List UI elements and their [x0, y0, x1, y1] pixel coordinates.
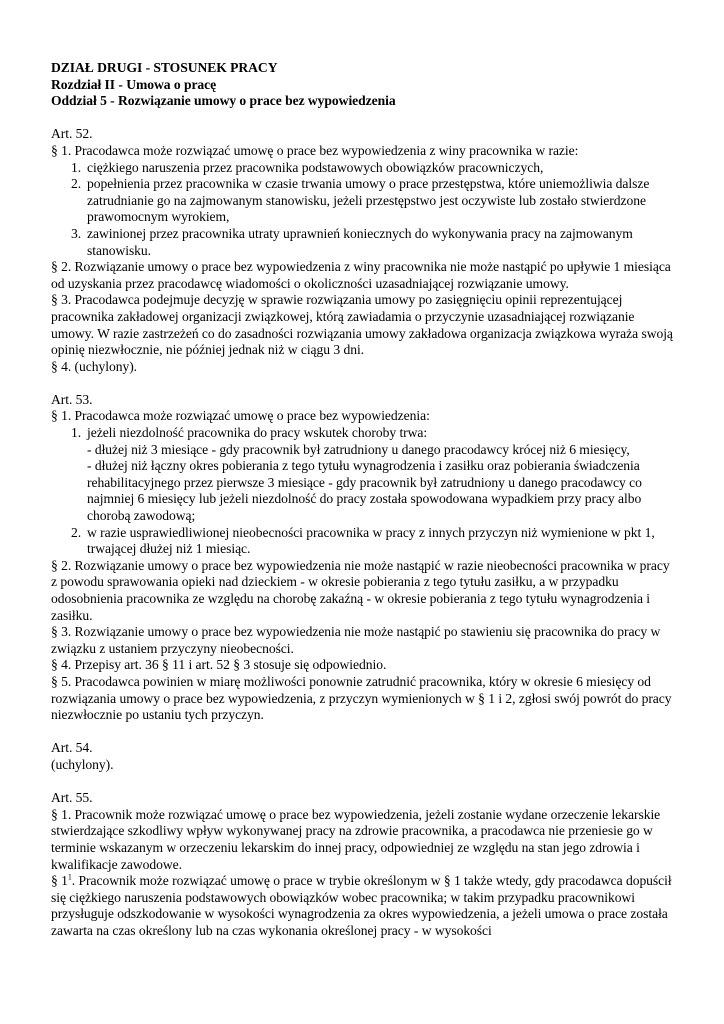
article-53-para-1: § 1. Pracodawca może rozwiązać umowę o prace bez wypowiedzenia:	[51, 408, 430, 424]
list-item-text: zawinionej przez pracownika utraty uprawnień koniecznych do wykonywania pracy na zajmowanym stanowisku.	[87, 225, 633, 258]
article-52-list	[51, 160, 677, 260]
article-53-para-4: § 4. Przepisy art. 36 § 11 i art. 52 § 3 stosuje się odpowiednio.	[51, 657, 387, 673]
chapter-heading: Rozdział II - Umowa o pracę	[51, 76, 217, 92]
list-item	[51, 525, 677, 558]
article-54-title: Art. 54.	[51, 740, 93, 756]
list-item	[51, 176, 677, 226]
article-55-title: Art. 55.	[51, 790, 93, 806]
article-52-para-2: § 2. Rozwiązanie umowy o prace bez wypowiedzenia z winy pracownika nie może nastąpić po upływie 1 miesiąca od uzyskania przez pracodawcę wiadomości o okoliczności uzasadniającej rozwiązanie umowy.	[51, 259, 671, 291]
article-52-para-3: § 3. Pracodawca podejmuje decyzję w sprawie rozwiązania umowy po zasięgnięciu opinii reprezentującej pracownika zakładowej organizacji związkowej, którą zawiadamia o przyczynie uzasadniającej rozwiązanie umowy. W razie zastrzeżeń co do zasadności rozwiązania umowy zakładowa organizacja związkowa wyraża swoją opinię niezwłocznie, nie później jednak niż w ciągu 3 dni.	[51, 292, 673, 358]
article-55-para-1-1	[51, 873, 677, 939]
list-subitem: - dłużej niż łączny okres pobierania z tego tytułu wynagrodzenia i zasiłku oraz pobierania świadczenia rehabilitacyjnego przez pierwsze 3 miesiące - gdy pracownik był zatrudniony u danego pracodawcy co najmniej 6 miesięcy lub jeżeli niezdolność do pracy została spowodowana wypadkiem przy pracy albo chorobą zawodową;	[87, 458, 642, 524]
article-53-list	[51, 425, 677, 558]
list-subitem: - dłużej niż 3 miesiące - gdy pracownik był zatrudniony u danego pracodawcy krócej niż 6 miesięcy,	[87, 441, 630, 457]
article-52-para-4: § 4. (uchylony).	[51, 358, 138, 374]
list-item-number: 2.	[71, 524, 82, 540]
article-54-para-1: (uchylony).	[51, 756, 114, 772]
list-item-number: 3.	[71, 225, 82, 241]
list-item-number: 2.	[71, 176, 82, 192]
list-item-text: w razie usprawiedliwionej nieobecności pracownika w pracy z innych przyczyn niż wymienione w pkt 1, trwającej dłużej niż 1 miesiąc.	[87, 524, 655, 557]
division-heading: DZIAŁ DRUGI - STOSUNEK PRACY	[51, 60, 278, 75]
list-item-text: popełnienia przez pracownika w czasie trwania umowy o prace przestępstwa, które uniemożliwia dalsze zatrudnianie go na zajmowanym stanowisku, jeżeli przestępstwo jest oczywiste lub zostało stwierdzone prawomocnym wyrokiem,	[87, 176, 650, 225]
list-item	[51, 160, 677, 177]
paragraph-text: . Pracownik może rozwiązać umowę o prace w trybie określonym w § 1 także wtedy, gdy pracodawca dopuścił się ciężkiego naruszenia podstawowych obowiązków wobec pracownika; w takim przypadku pracownikowi przysługuje odszkodowanie w wysokości wynagrodzenia za okres wypowiedzenia, a jeżeli umowa o prace została zawarta na czas określony lub na czas wykonania określonej pracy - w wysokości	[51, 873, 672, 938]
list-item	[51, 226, 677, 259]
article-53-para-3: § 3. Rozwiązanie umowy o prace bez wypowiedzenia nie może nastąpić po stawieniu się pracownika do pracy w związku z ustaniem przyczyny nieobecności.	[51, 624, 661, 656]
paragraph-symbol: § 1	[51, 873, 68, 889]
section-heading: Oddział 5 - Rozwiązanie umowy o prace bez wypowiedzenia	[51, 93, 396, 109]
list-item-number: 1.	[71, 159, 82, 175]
list-item-text: jeżeli niezdolność pracownika do pracy wskutek choroby trwa:	[87, 425, 428, 441]
article-55-para-1: § 1. Pracownik może rozwiązać umowę o prace bez wypowiedzenia, jeżeli zostanie wydane orzeczenie lekarskie stwierdzające szkodliwy wpływ wykonywanej pracy na zdrowie pracownika, a pracodawca nie przeniesie go w terminie wskazanym w orzeczeniu lekarskim do innej pracy, odpowiedniej ze względu na stan jego zdrowia i kwalifikacje zawodowe.	[51, 806, 661, 872]
article-53-para-2: § 2. Rozwiązanie umowy o prace bez wypowiedzenia nie może nastąpić w razie nieobecności pracownika w pracy z powodu sprawowania opieki nad dzieckiem - w okresie pobierania z tego tytułu zasiłku, a w przypadku odosobnienia pracownika ze względu na chorobę zakaźną - w okresie pobierania z tego tytułu wynagrodzenia i zasiłku.	[51, 557, 670, 623]
article-53-para-5: § 5. Pracodawca powinien w miarę możliwości ponownie zatrudnić pracownika, który w okresie 6 miesięcy od rozwiązania umowy o prace bez wypowiedzenia, z przyczyn wymienionych w § 1 i 2, zgłosi swój powrót do pracy niezwłocznie po ustaniu tych przyczyn.	[51, 673, 672, 723]
list-item	[51, 425, 677, 525]
list-item-number: 1.	[71, 425, 82, 441]
article-52-title: Art. 52.	[51, 126, 93, 142]
list-item-text: ciężkiego naruszenia przez pracownika podstawowych obowiązków pracowniczych,	[87, 159, 544, 175]
article-52-para-1: § 1. Pracodawca może rozwiązać umowę o prace bez wypowiedzenia z winy pracownika w razie:	[51, 142, 579, 158]
superscript: 1	[67, 872, 72, 882]
article-53-title: Art. 53.	[51, 391, 93, 407]
document-page	[51, 60, 677, 939]
